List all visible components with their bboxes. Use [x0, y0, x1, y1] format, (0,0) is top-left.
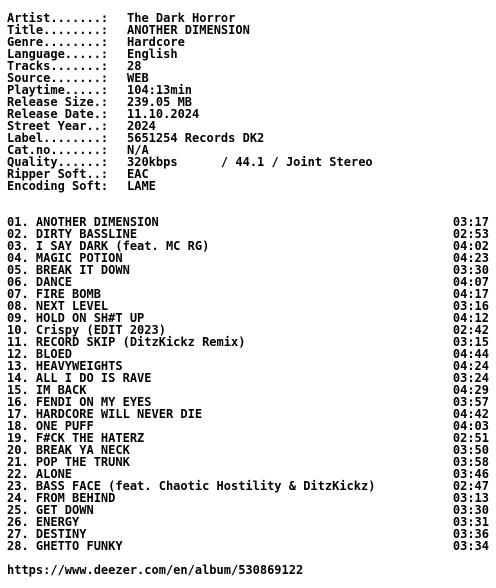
meta-key: Encoding Soft: [7, 179, 109, 193]
track-duration: 04:23 [452, 251, 489, 265]
track-duration: 03:34 [452, 539, 489, 553]
meta-key: Cat.no.......: [7, 143, 109, 157]
track-title: 28. GHETTO FUNKY [7, 539, 123, 553]
track-duration: 03:46 [452, 467, 489, 481]
meta-key: Release Size.: [7, 95, 109, 109]
track-duration: 02:53 [452, 227, 489, 241]
track-title: 13. HEAVYWEIGHTS [7, 359, 123, 373]
track-duration: 03:30 [452, 263, 489, 277]
track-duration: 04:03 [452, 419, 489, 433]
track-title: 27. DESTINY [7, 527, 87, 541]
meta-key: Source.......: [7, 71, 109, 85]
album-url[interactable]: https://www.deezer.com/en/album/530869122 [7, 563, 304, 577]
track-duration: 03:31 [452, 515, 489, 529]
track-duration: 04:12 [452, 311, 489, 325]
meta-value: 320kbps / 44.1 / Joint Stereo [127, 155, 373, 169]
track-duration: 03:36 [452, 527, 489, 541]
meta-value: 239.05 MB [127, 95, 193, 109]
track-row [7, 540, 489, 552]
meta-key: Quality......: [7, 155, 109, 169]
track-duration: 02:47 [452, 479, 489, 493]
track-duration: 03:16 [452, 299, 489, 313]
track-duration: 04:07 [452, 275, 489, 289]
tracklist [7, 216, 489, 552]
track-row [7, 336, 489, 348]
track-duration: 03:24 [452, 371, 489, 385]
track-duration: 04:44 [452, 347, 489, 361]
track-title: 22. ALONE [7, 467, 73, 481]
track-duration: 03:15 [452, 335, 489, 349]
track-duration: 03:30 [452, 503, 489, 517]
track-title: 14. ALL I DO IS RAVE [7, 371, 152, 385]
meta-row [7, 180, 373, 192]
track-duration: 04:17 [452, 287, 489, 301]
track-title: 03. I SAY DARK (feat. MC RG) [7, 239, 210, 253]
track-title: 09. HOLD ON SH#T UP [7, 311, 145, 325]
meta-value: The Dark Horror [127, 11, 236, 25]
track-title: 20. BREAK YA NECK [7, 443, 130, 457]
track-title: 18. ONE PUFF [7, 419, 94, 433]
track-row [7, 504, 489, 516]
meta-key: Tracks.......: [7, 59, 109, 73]
meta-key: Ripper Soft..: [7, 167, 109, 181]
meta-value: ANOTHER DIMENSION [127, 23, 250, 37]
meta-value: 11.10.2024 [127, 107, 200, 121]
meta-key: Genre........: [7, 35, 109, 49]
meta-value: 5651254 Records DK2 [127, 131, 265, 145]
track-duration: 04:24 [452, 359, 489, 373]
track-duration: 03:58 [452, 455, 489, 469]
track-title: 24. FROM BEHIND [7, 491, 116, 505]
track-duration: 04:42 [452, 407, 489, 421]
meta-key: Street Year..: [7, 119, 109, 133]
track-title: 02. DIRTY BASSLINE [7, 227, 138, 241]
track-title: 19. F#CK THE HATERZ [7, 431, 145, 445]
meta-value: Hardcore [127, 35, 185, 49]
track-duration: 04:29 [452, 383, 489, 397]
track-title: 06. DANCE [7, 275, 73, 289]
track-title: 17. HARDCORE WILL NEVER DIE [7, 407, 203, 421]
meta-key: Release Date.: [7, 107, 109, 121]
track-title: 10. Crispy (EDIT 2023) [7, 323, 166, 337]
track-title: 07. FIRE BOMB [7, 287, 101, 301]
meta-key: Artist.......: [7, 11, 109, 25]
meta-value: 28 [127, 59, 142, 73]
track-duration: 03:17 [452, 215, 489, 229]
track-duration: 03:50 [452, 443, 489, 457]
release-info [7, 12, 373, 192]
track-row [7, 264, 489, 276]
track-row [7, 456, 489, 468]
track-title: 08. NEXT LEVEL [7, 299, 109, 313]
track-title: 12. BLOED [7, 347, 73, 361]
meta-key: Playtime.....: [7, 83, 109, 97]
track-duration: 04:02 [452, 239, 489, 253]
meta-value: 2024 [127, 119, 156, 133]
meta-value: EAC [127, 167, 149, 181]
meta-key: Language.....: [7, 47, 109, 61]
meta-value: N/A [127, 143, 149, 157]
meta-value: WEB [127, 71, 149, 85]
meta-value: English [127, 47, 178, 61]
meta-value: LAME [127, 179, 156, 193]
track-title: 04. MAGIC POTION [7, 251, 123, 265]
track-duration: 02:42 [452, 323, 489, 337]
track-title: 23. BASS FACE (feat. Chaotic Hostility & DitzKickz) [7, 479, 376, 493]
track-title: 11. RECORD SKIP (DitzKickz Remix) [7, 335, 246, 349]
meta-value: 104:13min [127, 83, 193, 97]
track-title: 16. FENDI ON MY EYES [7, 395, 152, 409]
track-title: 05. BREAK IT DOWN [7, 263, 130, 277]
meta-key: Label........: [7, 131, 109, 145]
track-duration: 02:51 [452, 431, 489, 445]
meta-key: Title........: [7, 23, 109, 37]
track-duration: 03:13 [452, 491, 489, 505]
track-duration: 03:57 [452, 395, 489, 409]
track-title: 15. IM BACK [7, 383, 87, 397]
track-title: 25. GET DOWN [7, 503, 94, 517]
track-title: 26. ENERGY [7, 515, 80, 529]
track-title: 21. POP THE TRUNK [7, 455, 130, 469]
track-title: 01. ANOTHER DIMENSION [7, 215, 159, 229]
